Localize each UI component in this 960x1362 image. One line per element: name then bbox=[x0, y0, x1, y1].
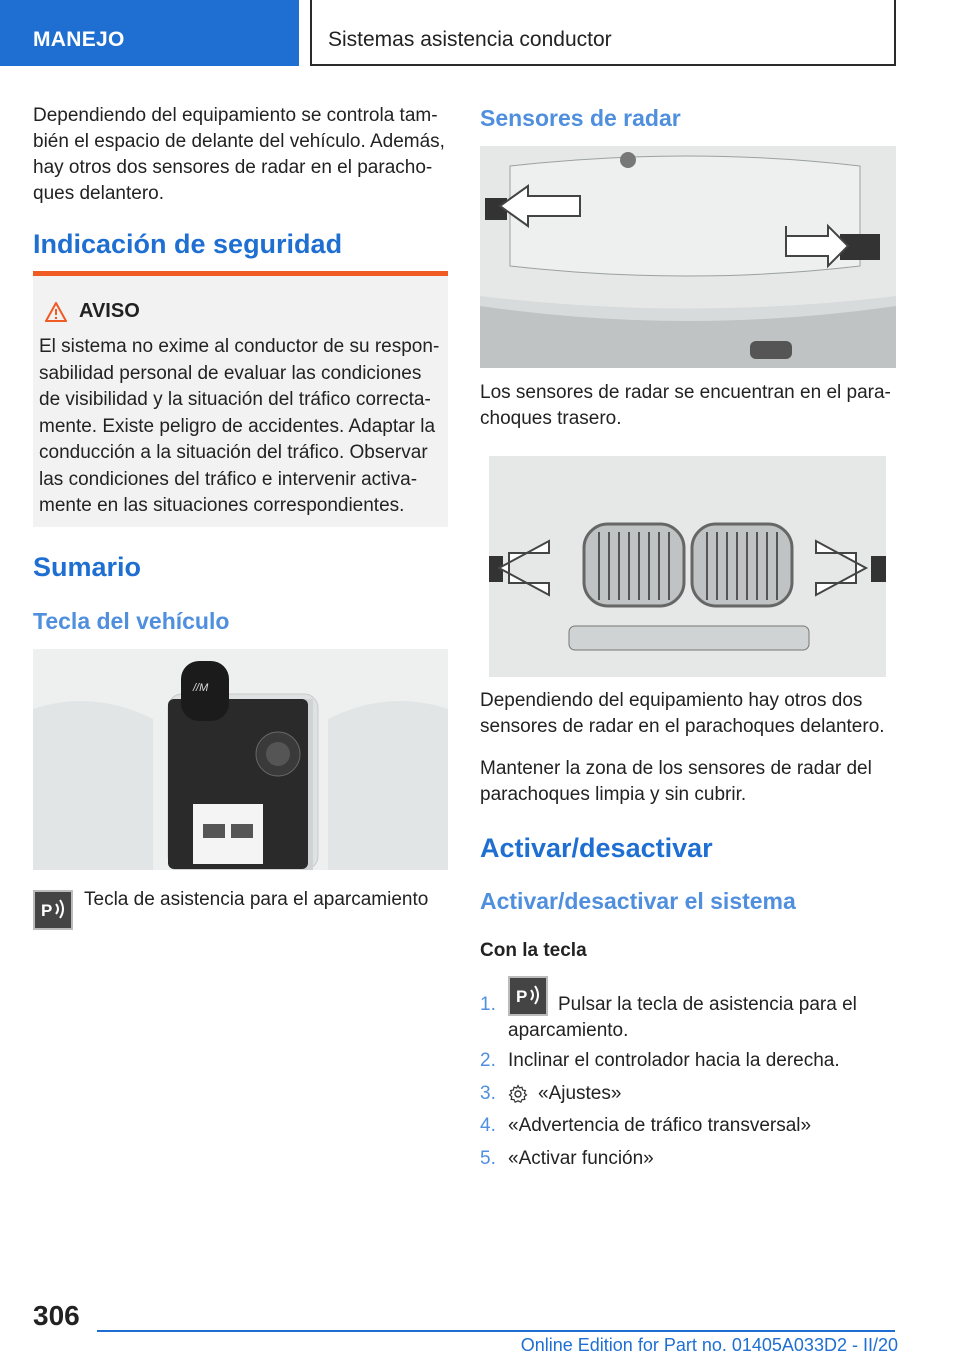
section-label: MANEJO bbox=[33, 28, 125, 51]
intro-paragraph: Dependiendo del equipamiento se controla también el espacio de delante del vehículo. Además, hay otros dos sensores de radar en el parachoques delantero. bbox=[33, 105, 445, 204]
step-text: «Advertencia de tráfico transversal» bbox=[508, 1115, 812, 1136]
svg-text://M: //M bbox=[193, 682, 209, 694]
step-text: Inclinar el controlador hacia la derecha. bbox=[508, 1050, 840, 1071]
front-bumper-illustration bbox=[489, 456, 886, 677]
chapter-tab bbox=[310, 0, 896, 66]
with-key-label: Con la tecla bbox=[480, 940, 587, 961]
vehicle-key-heading: Tecla del vehículo bbox=[33, 608, 230, 634]
step-text: «Ajustes» bbox=[538, 1083, 622, 1104]
keep-clean-text: Mantener la zona de los sensores de radar del parachoques limpia y sin cubrir. bbox=[480, 758, 872, 805]
rear-sensor-caption: Los sensores de radar se encuentran en el parachoques trasero. bbox=[480, 382, 891, 429]
footer-divider bbox=[97, 1330, 895, 1332]
step-number: 2. bbox=[480, 1050, 496, 1071]
console-illustration bbox=[33, 649, 448, 870]
activate-heading: Activar/desactivar bbox=[480, 833, 713, 863]
warning-header bbox=[45, 300, 140, 323]
activate-system-heading: Activar/desactivar el sistema bbox=[480, 888, 796, 914]
parking-assist-button-icon bbox=[508, 976, 548, 1016]
warning-triangle-icon bbox=[45, 302, 67, 322]
chapter-label: Sistemas asistencia conductor bbox=[328, 28, 612, 51]
page-number: 306 bbox=[33, 1300, 80, 1331]
svg-text:P: P bbox=[516, 987, 528, 1006]
warning-title: AVISO bbox=[79, 300, 140, 322]
button-caption: Tecla de asistencia para el aparcamiento bbox=[84, 889, 429, 910]
safety-heading: Indicación de seguridad bbox=[33, 229, 343, 259]
step-number: 1. bbox=[480, 994, 496, 1015]
front-sensor-text: Dependiendo del equipamiento hay otros dos sensores de radar en el parachoques delantero. bbox=[480, 690, 885, 737]
gear-icon bbox=[508, 1084, 528, 1104]
steps-list bbox=[480, 976, 896, 1176]
summary-heading: Sumario bbox=[33, 552, 142, 582]
radar-heading: Sensores de radar bbox=[480, 105, 681, 131]
rear-bumper-illustration bbox=[480, 146, 896, 368]
section-tab bbox=[0, 0, 299, 66]
step-number: 5. bbox=[480, 1148, 496, 1169]
warning-box bbox=[33, 271, 448, 527]
step-text-cont: aparcamiento. bbox=[508, 1020, 629, 1041]
svg-text:P: P bbox=[41, 901, 53, 920]
rear-bumper-image bbox=[480, 146, 896, 368]
step-text: «Activar función» bbox=[508, 1148, 654, 1169]
footer-edition: Online Edition for Part no. 01405A033D2 - II/20 bbox=[520, 1335, 898, 1355]
parking-assist-button-icon bbox=[33, 890, 73, 930]
center-console-image bbox=[33, 649, 448, 870]
step-number: 3. bbox=[480, 1083, 496, 1104]
step-number: 4. bbox=[480, 1115, 496, 1136]
step-text: Pulsar la tecla de asistencia para el bbox=[558, 994, 857, 1015]
front-bumper-image bbox=[489, 456, 886, 677]
warning-text: El sistema no exime al conductor de su responsabilidad personal de evaluar las condiciones de visibilidad y la situación del tráfico correctamente. Existe peligro de accidentes. Adaptar la conducción a la situación del tráfico. Observar las condiciones del tráfico e intervenir activamente en las situaciones correspondientes. bbox=[39, 336, 440, 516]
